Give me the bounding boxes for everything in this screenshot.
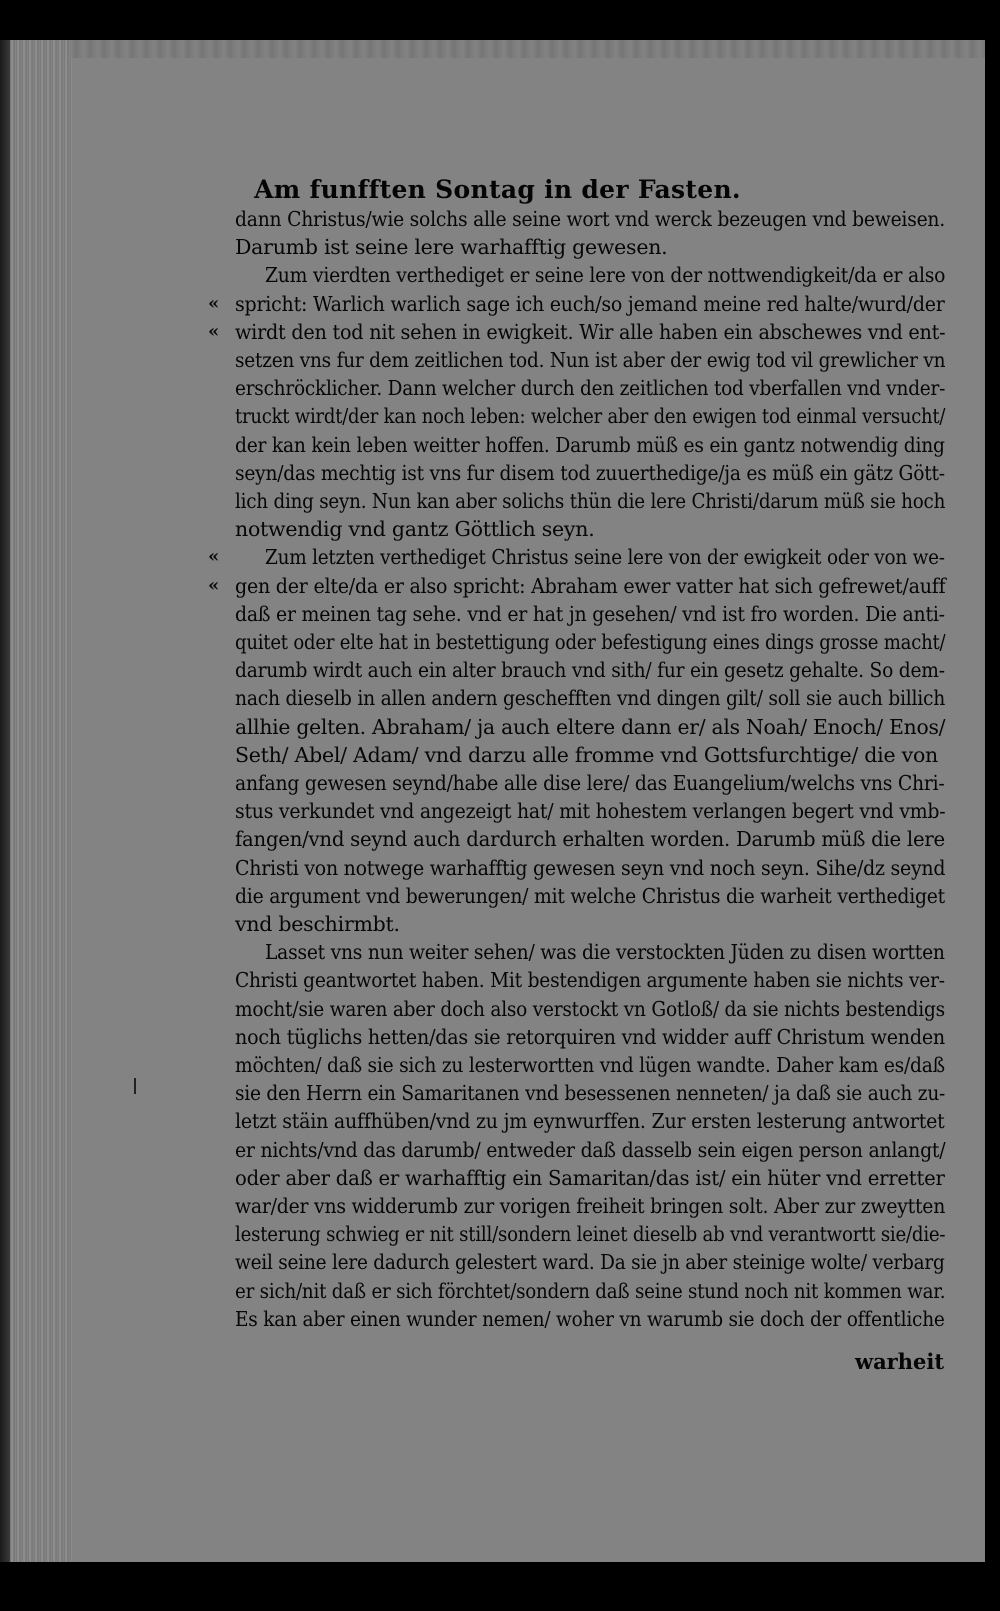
text-line: notwendig vnd gantz Göttlich seyn. bbox=[235, 517, 595, 542]
text-line: wirdt den tod nit sehen in ewigkeit. Wir alle haben ein abschewes vnd ent- bbox=[235, 319, 946, 344]
text-line: Zum vierdten verthediget er seine lere von der nottwendigkeit/da er also bbox=[265, 263, 946, 288]
margin-quote-marker: « bbox=[208, 320, 220, 342]
text-line: seyn/das mechtig ist vns fur disem tod zuuerthedige/ja es müß ein gätz Gött- bbox=[235, 460, 945, 485]
text-line: nach dieselb in allen andern geschefften vnd dingen gilt/ soll sie auch billich bbox=[235, 686, 946, 711]
text-line: oder aber daß er warhafftig ein Samaritan/das ist/ ein hüter vnd erretter bbox=[235, 1165, 945, 1190]
text-line: war/der vns widderumb zur vorigen freiheit bringen solt. Aber zur zweytten bbox=[235, 1194, 946, 1218]
text-line: Christi geantwortet haben. Mit bestendigen argumente haben sie nichts ver- bbox=[235, 968, 945, 993]
text-line: der kan kein leben weitter hoffen. Darumb müß es ein gantz notwendig ding bbox=[235, 432, 945, 457]
text-line: möchten/ daß sie sich zu lesterwortten vnd lügen wandte. Daher kam es/daß bbox=[235, 1053, 945, 1077]
text-line: vnd beschirmbt. bbox=[235, 912, 400, 936]
catchword: warheit bbox=[855, 1349, 945, 1374]
margin-quote-marker: « bbox=[208, 546, 220, 568]
margin-quote-marker: « bbox=[208, 292, 220, 314]
running-head: Am funfften Sontag in der Fasten. bbox=[254, 175, 741, 204]
book-page bbox=[10, 40, 985, 1562]
text-line: fangen/vnd seynd auch dardurch erhalten worden. Darumb müß die lere bbox=[235, 827, 945, 852]
text-line: Lasset vns nun weiter sehen/ was die verstockten Jüden zu disen wortten bbox=[265, 940, 945, 965]
text-line: darumb wirdt auch ein alter brauch vnd sith/ fur ein gesetz gehalte. So dem- bbox=[235, 658, 945, 683]
text-line: lesterung schwieg er nit still/sondern leinet dieselb ab vnd verantwortt sie/die- bbox=[235, 1222, 946, 1247]
text-line: Darumb ist seine lere warhafftig gewesen. bbox=[235, 235, 668, 260]
text-line: die argument vnd bewerungen/ mit welche Christus die warheit verthediget bbox=[235, 883, 946, 908]
text-line: stus verkundet vnd angezeigt hat/ mit hohestem verlangen begert vnd vmb- bbox=[235, 799, 946, 824]
text-line: gen der elte/da er also spricht: Abraham ewer vatter hat sich gefrewet/auff bbox=[235, 573, 946, 598]
page-edge-stack bbox=[10, 40, 72, 1562]
text-line: mocht/sie waren aber doch also verstockt vn Gotloß/ da sie nichts bestendigs bbox=[235, 996, 945, 1021]
text-line: Seth/ Abel/ Adam/ vnd darzu alle fromme vnd Gottsfurchtige/ die von bbox=[235, 742, 939, 767]
top-bleed-through bbox=[70, 40, 985, 58]
text-line: Zum letzten verthediget Christus seine lere von der ewigkeit oder von we- bbox=[265, 545, 945, 570]
text-line: weil seine lere dadurch gelestert ward. Da sie jn aber steinige wolte/ verbarg bbox=[235, 1250, 945, 1275]
text-line: sie den Herrn ein Samaritanen vnd besessenen nenneten/ ja daß sie auch zu- bbox=[235, 1081, 946, 1106]
book-gutter bbox=[0, 40, 10, 1562]
text-line: er sich/nit daß er sich förchtet/sondern daß seine stund noch nit kommen war. bbox=[235, 1278, 946, 1303]
text-line: allhie gelten. Abraham/ ja auch eltere dann er/ als Noah/ Enoch/ Enos/ bbox=[235, 714, 946, 739]
text-line: setzen vns fur dem zeitlichen tod. Nun ist aber der ewig tod vil grewlicher vn bbox=[235, 348, 946, 372]
text-line: Es kan aber einen wunder nemen/ woher vn warumb sie doch der offentliche bbox=[235, 1306, 945, 1331]
text-line: dann Christus/wie solchs alle seine wort vnd werck bezeugen vnd beweisen. bbox=[235, 207, 945, 231]
text-line: daß er meinen tag sehe. vnd er hat jn gesehen/ vnd ist fro worden. Die anti- bbox=[235, 601, 945, 626]
scan-bottom-border bbox=[0, 1562, 1000, 1611]
text-line: er nichts/vnd das darumb/ entweder daß dasselb sein eigen person anlangt/ bbox=[235, 1137, 946, 1162]
stray-ink-mark bbox=[134, 1078, 136, 1094]
text-line: noch tüglichs hetten/das sie retorquiren vnd widder auff Christum wenden bbox=[235, 1024, 945, 1049]
text-line: letzt stäin auffhüben/vnd zu jm eynwurffen. Zur ersten lesterung antwortet bbox=[235, 1109, 945, 1134]
text-line: spricht: Warlich warlich sage ich euch/so jemand meine red halte/wurd/der bbox=[235, 291, 945, 316]
text-line: truckt wirdt/der kan noch leben: welcher aber den ewigen tod einmal versucht/ bbox=[235, 404, 946, 429]
text-line: erschröcklicher. Dann welcher durch den zeitlichen tod vberfallen vnd vnder- bbox=[235, 376, 946, 401]
text-line: anfang gewesen seynd/habe alle dise lere/ das Euangelium/welchs vns Chri- bbox=[235, 771, 945, 795]
text-line: quitet oder elte hat in bestettigung oder befestigung eines dings grosse macht/ bbox=[235, 630, 946, 654]
text-line: lich ding seyn. Nun kan aber solichs thün die lere Christi/darum müß sie hoch bbox=[235, 489, 946, 513]
margin-quote-marker: « bbox=[208, 574, 220, 596]
text-line: Christi von notwege warhafftig gewesen seyn vnd noch seyn. Sihe/dz seynd bbox=[235, 855, 946, 880]
